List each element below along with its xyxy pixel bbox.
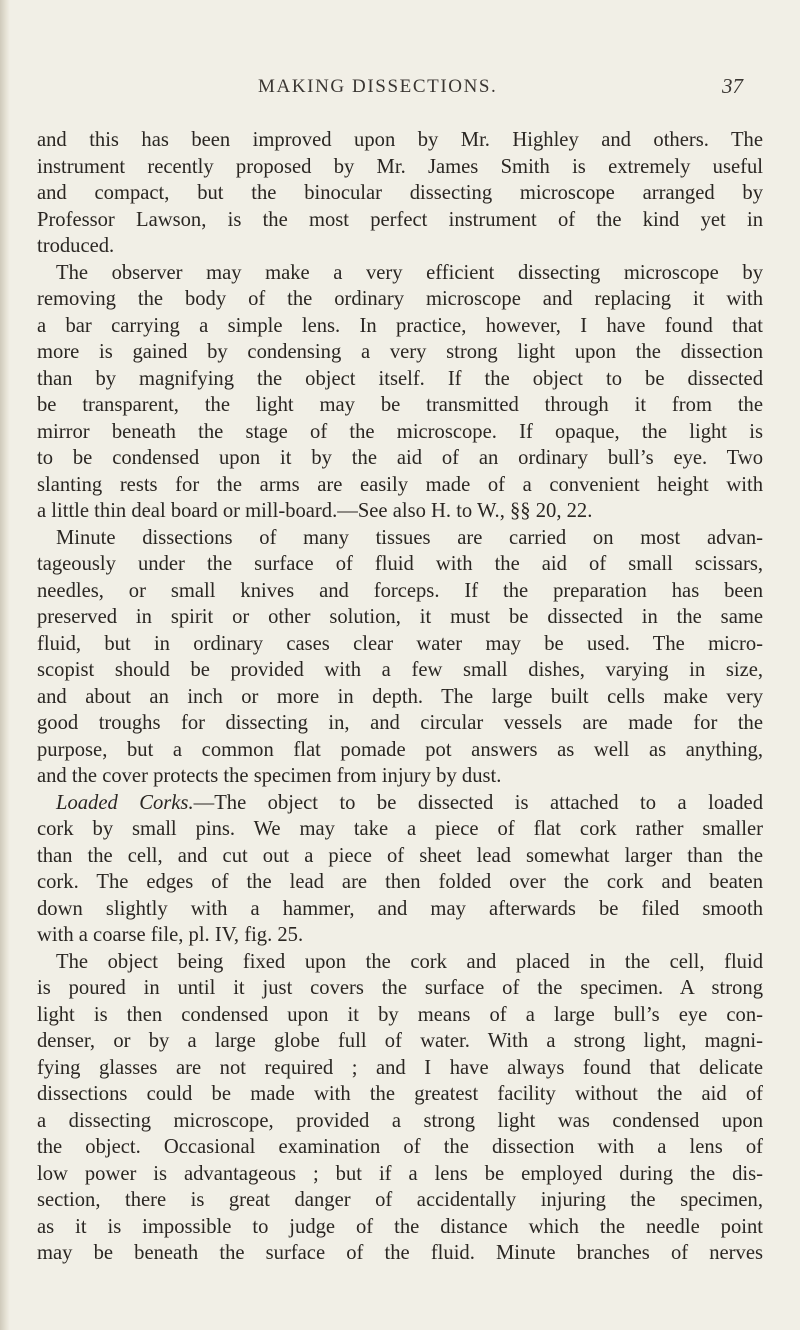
- text-line: section, there is great danger of accidentally injuring the specimen,: [37, 1189, 763, 1211]
- text-line: is poured in until it just covers the surface of the specimen. A strong: [37, 977, 763, 999]
- text-line: and the cover protects the specimen from injury by dust.: [37, 765, 502, 787]
- paragraph: [37, 525, 763, 790]
- text-line: and compact, but the binocular dissecting microscope arranged by: [37, 182, 763, 204]
- text-line: low power is advantageous ; but if a lens be employed during the dis-: [37, 1162, 763, 1185]
- text-line: light is then condensed upon it by means of a large bull’s eye con-: [37, 1003, 763, 1026]
- text-line: and this has been improved upon by Mr. Highley and others. The: [37, 129, 763, 151]
- text-line: purpose, but a common flat pomade pot answers as well as anything,: [37, 738, 763, 761]
- text-line: instrument recently proposed by Mr. James Smith is extremely useful: [37, 155, 763, 178]
- paragraph: [37, 260, 763, 525]
- page-edge-shadow: [0, 0, 10, 1330]
- text-line: cork by small pins. We may take a piece of flat cork rather smaller: [37, 818, 763, 840]
- text-line: fluid, but in ordinary cases clear water may be used. The micro-: [37, 632, 763, 655]
- text-line-rest: —The object to be dissected is attached to a loaded: [193, 791, 763, 814]
- text-line: denser, or by a large globe full of water. With a strong light, magni-: [37, 1030, 763, 1052]
- text-line: Professor Lawson, is the most perfect instrument of the kind yet in: [37, 208, 763, 231]
- page-number: 37: [722, 74, 743, 98]
- run-in-heading: Loaded Corks.: [56, 791, 194, 814]
- text-line: a bar carrying a simple lens. In practice, however, I have found that: [37, 314, 763, 337]
- paragraph: [37, 790, 763, 949]
- text-line: good troughs for dissecting in, and circular vessels are made for the: [37, 712, 763, 734]
- text-line: and about an inch or more in depth. The large built cells make very: [37, 685, 763, 708]
- text-line: than by magnifying the object itself. If the object to be dissected: [37, 367, 763, 390]
- text-line: The object being fixed upon the cork and placed in the cell, fluid: [56, 950, 763, 973]
- text-line: as it is impossible to judge of the distance which the needle point: [37, 1215, 763, 1238]
- text-line: a dissecting microscope, provided a strong light was condensed upon: [37, 1109, 763, 1132]
- text-line: removing the body of the ordinary microscope and replacing it with: [37, 288, 763, 310]
- text-line: slanting rests for the arms are easily made of a convenient height with: [37, 473, 763, 496]
- text-line: down slightly with a hammer, and may afterwards be filed smooth: [37, 897, 763, 920]
- text-line: cork. The edges of the lead are then folded over the cork and beaten: [37, 871, 763, 893]
- running-title: MAKING DISSECTIONS.: [258, 76, 498, 97]
- text-line: troduced.: [37, 235, 115, 257]
- text-line: may be beneath the surface of the fluid. Minute branches of nerves: [37, 1242, 763, 1264]
- text-body: [37, 127, 763, 1267]
- text-line: The observer may make a very efficient dissecting microscope by: [56, 261, 763, 284]
- text-line: needles, or small knives and forceps. If the preparation has been: [37, 579, 763, 602]
- paragraph: [37, 127, 763, 260]
- running-head: [0, 76, 800, 106]
- text-line: [37, 790, 763, 817]
- text-line: with a coarse file, pl. IV, fig. 25.: [37, 924, 304, 946]
- text-line: dissections could be made with the greatest facility without the aid of: [37, 1083, 763, 1105]
- text-line: preserved in spirit or other solution, it must be dissected in the same: [37, 606, 763, 628]
- text-line: more is gained by condensing a very strong light upon the dissection: [37, 341, 763, 363]
- text-line: Minute dissections of many tissues are carried on most advan-: [56, 526, 763, 549]
- text-line: scopist should be provided with a few small dishes, varying in size,: [37, 659, 763, 681]
- text-line: the object. Occasional examination of the dissection with a lens of: [37, 1136, 763, 1158]
- text-line: to be condensed upon it by the aid of an ordinary bull’s eye. Two: [37, 447, 763, 469]
- text-line: mirror beneath the stage of the microscope. If opaque, the light is: [37, 420, 763, 443]
- text-line: than the cell, and cut out a piece of sheet lead somewhat larger than the: [37, 844, 763, 867]
- text-line: be transparent, the light may be transmitted through it from the: [37, 394, 763, 416]
- text-line: tageously under the surface of fluid with the aid of small scissars,: [37, 553, 763, 575]
- paragraph: [37, 949, 763, 1267]
- text-line: a little thin deal board or mill-board.—See also H. to W., §§ 20, 22.: [37, 500, 593, 522]
- text-line: fying glasses are not required ; and I have always found that delicate: [37, 1056, 763, 1079]
